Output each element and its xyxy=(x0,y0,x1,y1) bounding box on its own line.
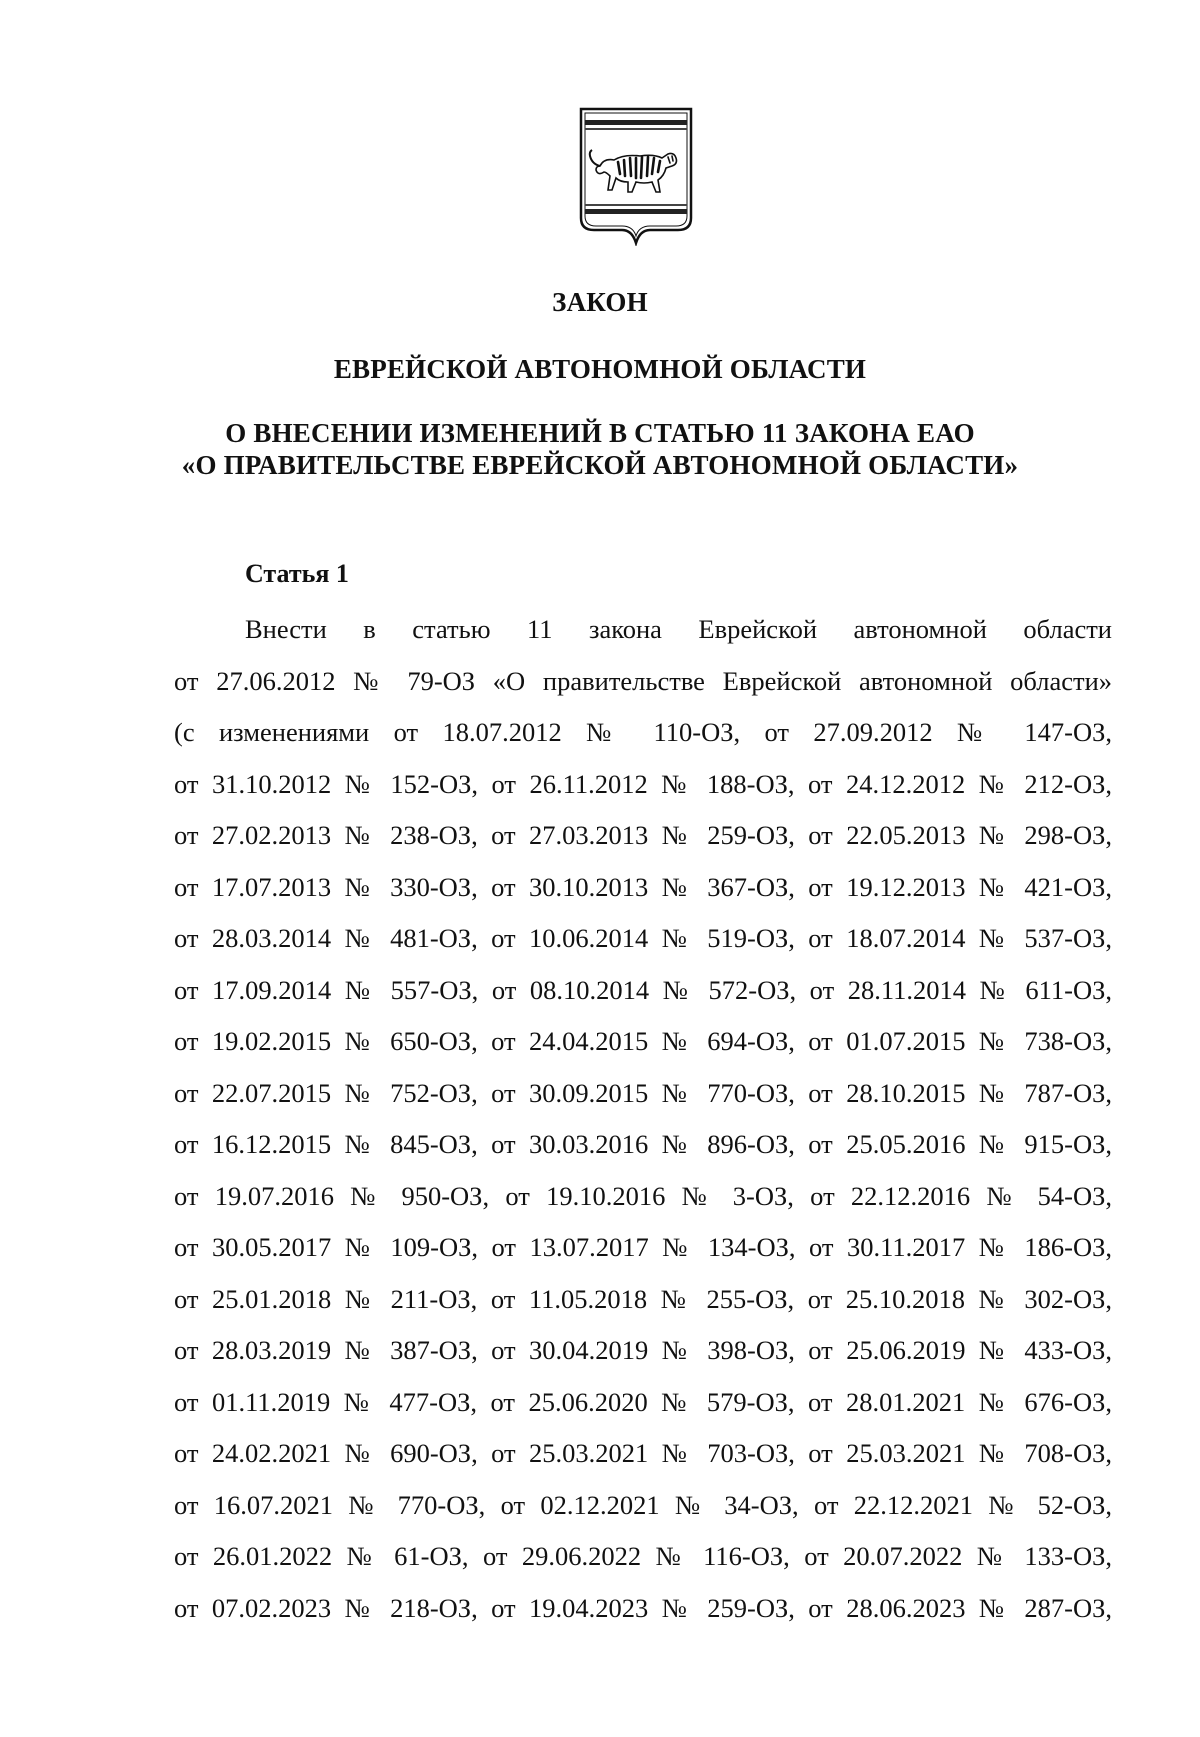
body-line: от 16.07.2021 № 770-ОЗ, от 02.12.2021 № 34-ОЗ, от 22.12.2021 № 52-ОЗ, xyxy=(174,1480,1112,1532)
body-line: от 28.03.2019 № 387-ОЗ, от 30.04.2019 № 398-ОЗ, от 25.06.2019 № 433-ОЗ, xyxy=(174,1325,1112,1377)
body-line xyxy=(174,1686,1112,1737)
body-line: от 31.10.2012 № 152-ОЗ, от 26.11.2012 № 188-ОЗ, от 24.12.2012 № 212-ОЗ, xyxy=(174,759,1112,811)
body-line: от 17.07.2013 № 330-ОЗ, от 30.10.2013 № 367-ОЗ, от 19.12.2013 № 421-ОЗ, xyxy=(174,862,1112,914)
body-line: Внести в статью 11 закона Еврейской автономной области xyxy=(174,604,1112,656)
body-line: от 16.12.2015 № 845-ОЗ, от 30.03.2016 № 896-ОЗ, от 25.05.2016 № 915-ОЗ, xyxy=(174,1119,1112,1171)
article-heading: Статья 1 xyxy=(245,558,349,590)
body-line: от 19.07.2016 № 950-ОЗ, от 19.10.2016 № 3-ОЗ, от 22.12.2016 № 54-ОЗ, xyxy=(174,1171,1112,1223)
coat-of-arms-tiger-icon xyxy=(578,106,694,246)
body-line: (с изменениями от 18.07.2012 № 110-ОЗ, от 27.09.2012 № 147-ОЗ, xyxy=(174,707,1112,759)
body-line: от 22.07.2015 № 752-ОЗ, от 30.09.2015 № 770-ОЗ, от 28.10.2015 № 787-ОЗ, xyxy=(174,1068,1112,1120)
subject-heading-line-2: «О ПРАВИТЕЛЬСТВЕ ЕВРЕЙСКОЙ АВТОНОМНОЙ ОБЛАСТИ» xyxy=(0,449,1200,481)
body-line: от 19.02.2015 № 650-ОЗ, от 24.04.2015 № 694-ОЗ, от 01.07.2015 № 738-ОЗ, xyxy=(174,1016,1112,1068)
body-line: от 27.06.2012 № 79-ОЗ «О правительстве Еврейской автономной области» xyxy=(174,656,1112,708)
region-heading: ЕВРЕЙСКОЙ АВТОНОМНОЙ ОБЛАСТИ xyxy=(0,353,1200,385)
body-line: от 30.05.2017 № 109-ОЗ, от 13.07.2017 № 134-ОЗ, от 30.11.2017 № 186-ОЗ, xyxy=(174,1222,1112,1274)
body-line: от 28.03.2014 № 481-ОЗ, от 10.06.2014 № 519-ОЗ, от 18.07.2014 № 537-ОЗ, xyxy=(174,913,1112,965)
body-line: от 01.11.2019 № 477-ОЗ, от 25.06.2020 № 579-ОЗ, от 28.01.2021 № 676-ОЗ, xyxy=(174,1377,1112,1429)
body-line xyxy=(174,1634,1112,1686)
body-line: от 25.01.2018 № 211-ОЗ, от 11.05.2018 № 255-ОЗ, от 25.10.2018 № 302-ОЗ, xyxy=(174,1274,1112,1326)
subject-heading-line-1: О ВНЕСЕНИИ ИЗМЕНЕНИЙ В СТАТЬЮ 11 ЗАКОНА ЕАО xyxy=(0,417,1200,449)
body-line: от 26.01.2022 № 61-ОЗ, от 29.06.2022 № 116-ОЗ, от 20.07.2022 № 133-ОЗ, xyxy=(174,1531,1112,1583)
body-line: от 27.02.2013 № 238-ОЗ, от 27.03.2013 № 259-ОЗ, от 22.05.2013 № 298-ОЗ, xyxy=(174,810,1112,862)
body-line: от 07.02.2023 № 218-ОЗ, от 19.04.2023 № 259-ОЗ, от 28.06.2023 № 287-ОЗ, xyxy=(174,1583,1112,1635)
body-line: от 24.02.2021 № 690-ОЗ, от 25.03.2021 № 703-ОЗ, от 25.03.2021 № 708-ОЗ, xyxy=(174,1428,1112,1480)
body-line: от 17.09.2014 № 557-ОЗ, от 08.10.2014 № 572-ОЗ, от 28.11.2014 № 611-ОЗ, xyxy=(174,965,1112,1017)
law-heading: ЗАКОН xyxy=(0,286,1200,318)
article-body xyxy=(174,604,1112,1737)
